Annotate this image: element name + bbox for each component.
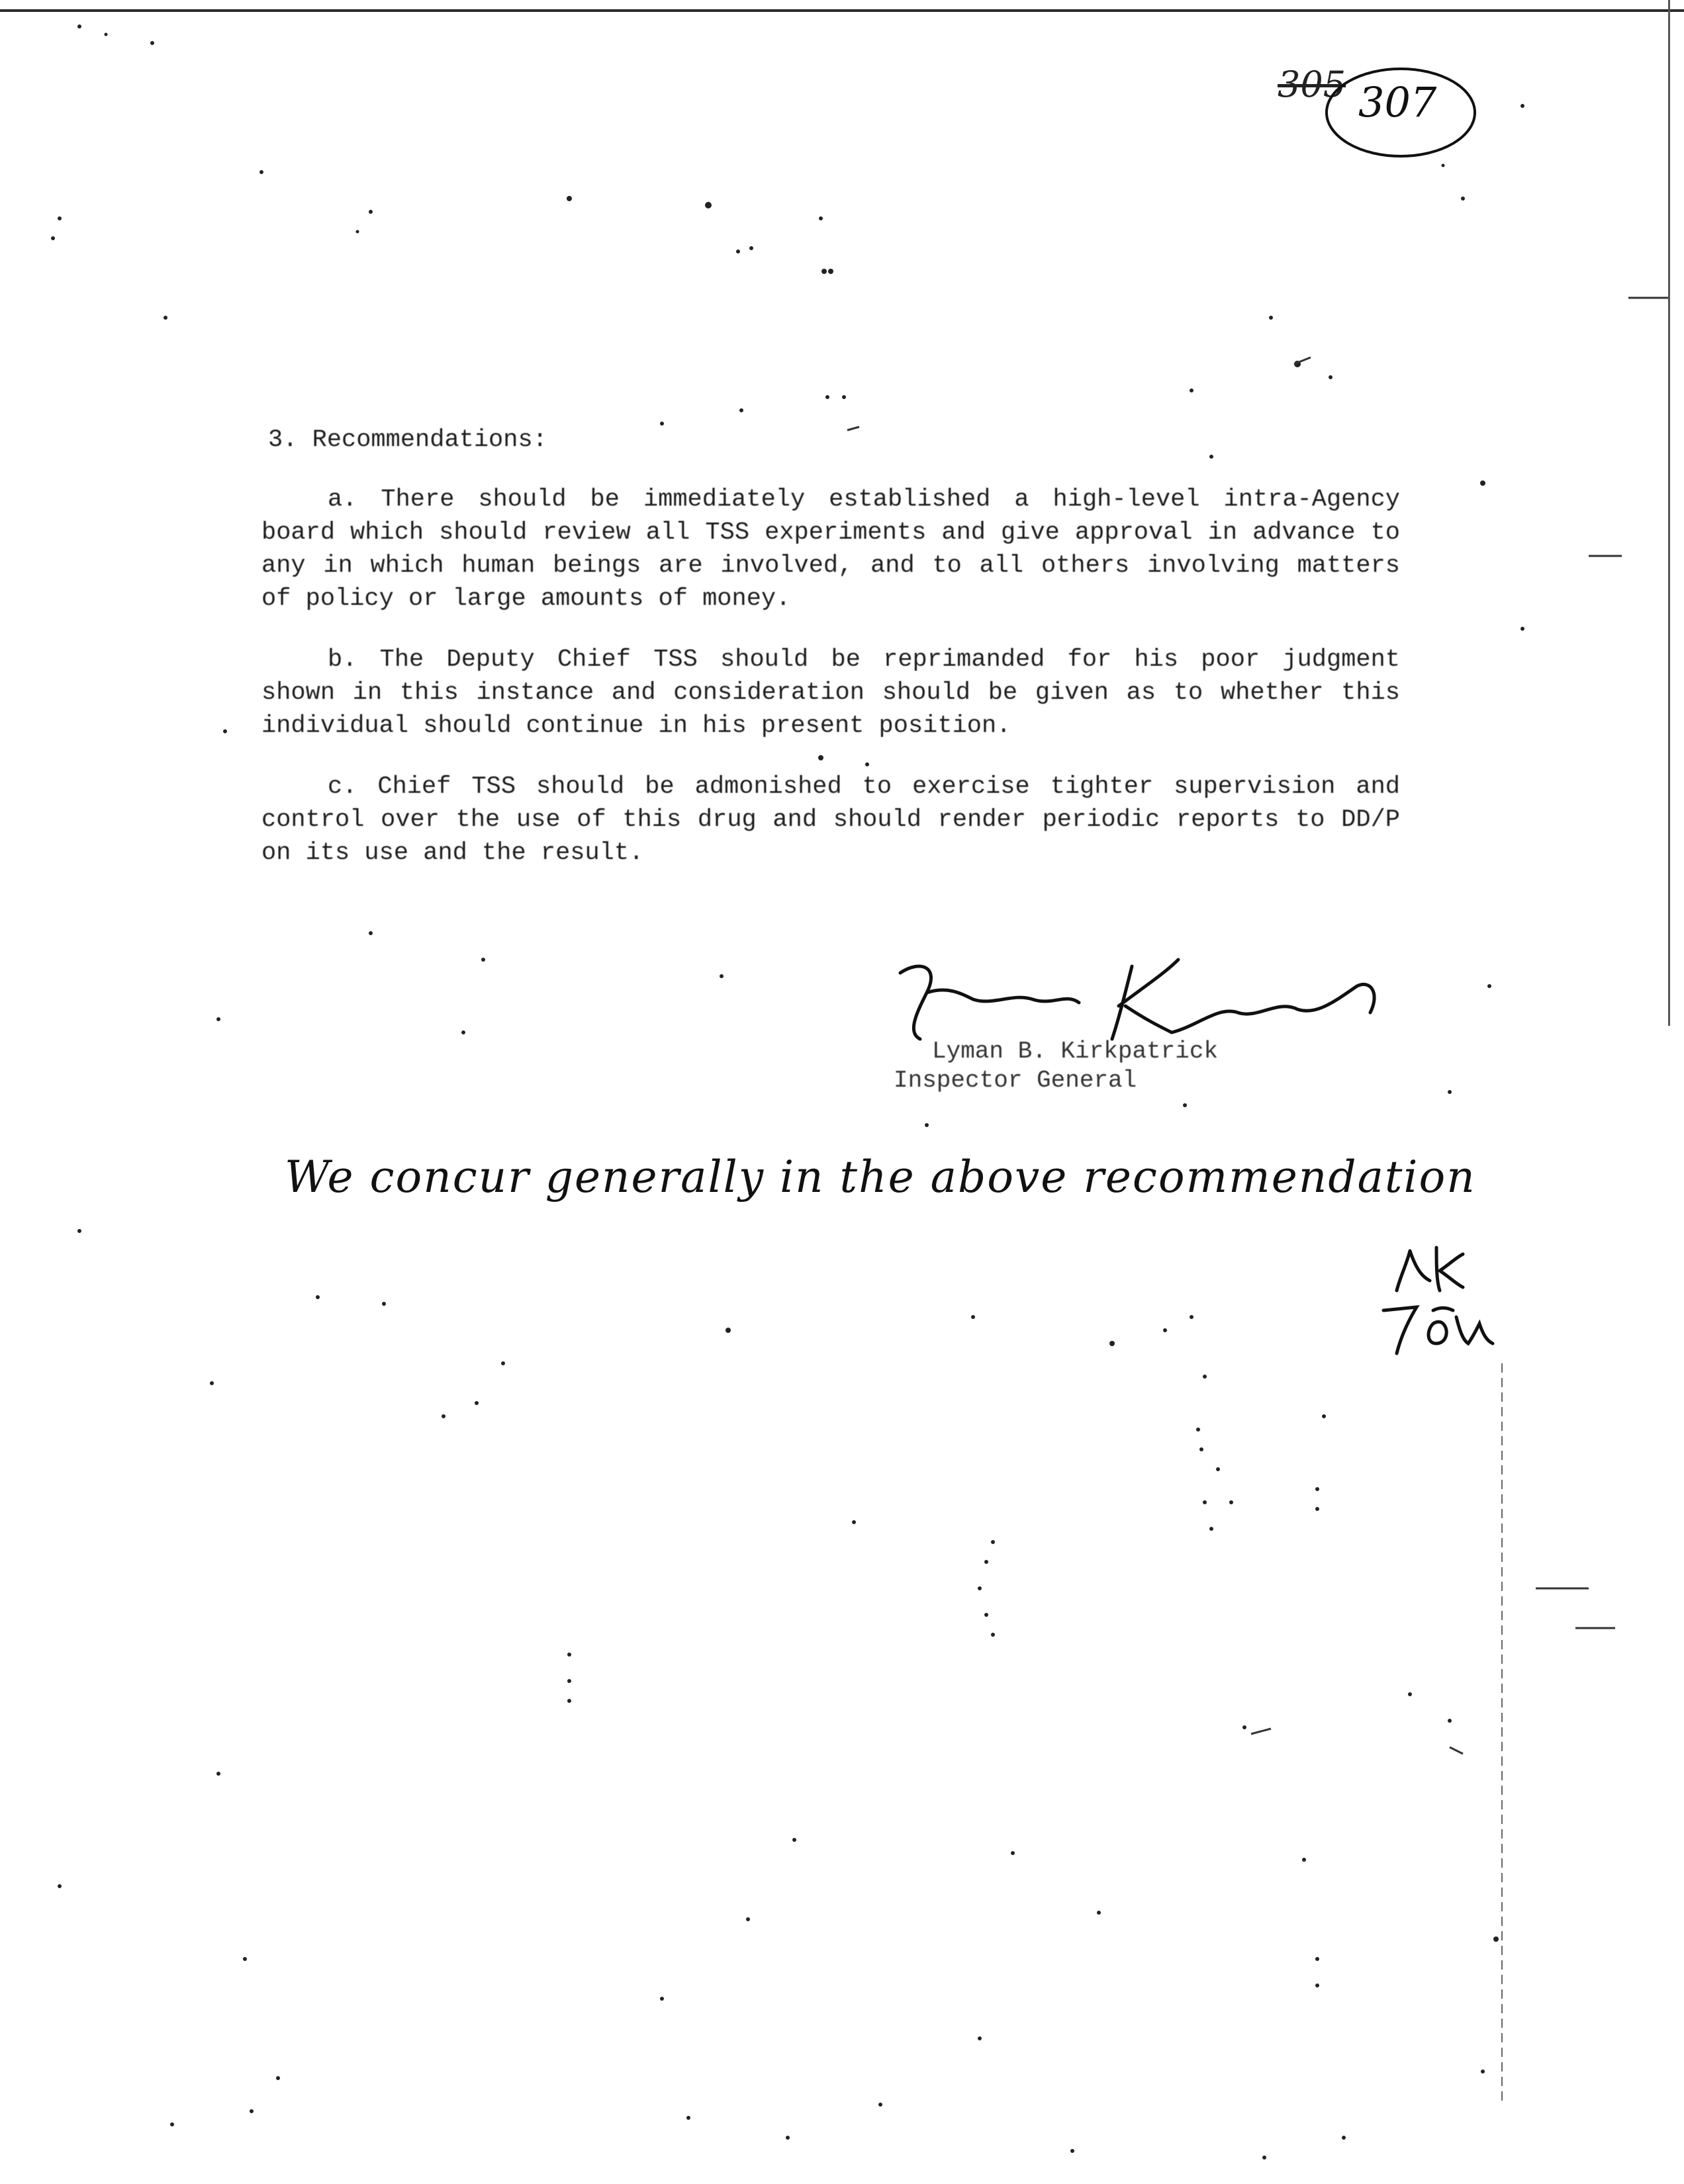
handwritten-concurrence: We concur generally in the above recommendation — [285, 1152, 1476, 1203]
recommendation-a: a. There should be immediately established a high-level intra-Agency board which should review all TSS experiments and give approval in advance to any in which human beings are involved, and to all others involving matters of policy or large amounts of money. — [261, 486, 1400, 613]
top-border-line — [0, 9, 1684, 12]
right-dashed-line — [1501, 1363, 1503, 2105]
struck-page-number: 305 — [1278, 64, 1346, 105]
recommendations-section — [261, 424, 1400, 897]
handwritten-initials — [1370, 1244, 1503, 1357]
section-heading: 3. Recommendations: — [268, 426, 547, 454]
right-edge-line — [1668, 0, 1670, 1026]
recommendation-b: b. The Deputy Chief TSS should be reprimanded for his poor judgment shown in this instance and consideration should be given as to whether this individual should continue in his present position. — [261, 646, 1400, 740]
handwritten-signature — [880, 946, 1397, 1052]
recommendation-c: c. Chief TSS should be admonished to exercise tighter supervision and control over the use of this drug and should render periodic reports to DD/P on its use and the result. — [261, 773, 1400, 867]
typed-signer-title: Inspector General — [894, 1067, 1137, 1094]
typed-signer-name: Lyman B. Kirkpatrick — [932, 1038, 1219, 1065]
page-number: 307 — [1358, 78, 1437, 126]
